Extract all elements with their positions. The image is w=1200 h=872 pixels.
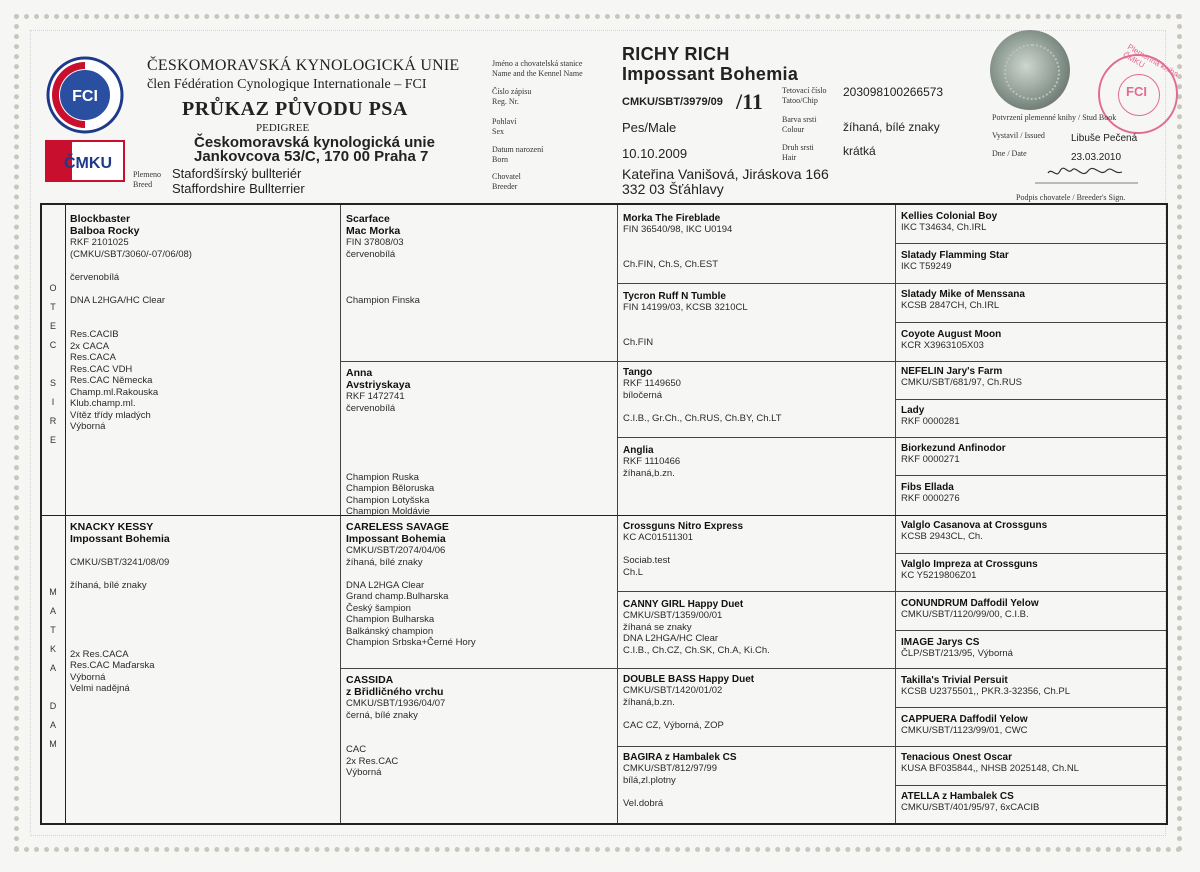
dog-detail: Ch.FIN <box>623 336 654 348</box>
side-letter: S <box>49 378 56 388</box>
dog-detail <box>70 260 335 272</box>
side-letter: R <box>49 416 57 426</box>
side-letter: A <box>49 606 56 616</box>
dog-detail: Vel.dobrá <box>623 797 664 809</box>
dog-detail: FIN 14199/03, KCSB 3210CL <box>623 302 748 313</box>
dog-detail: Výborná <box>70 671 106 683</box>
breeder-label-en: Breeder <box>492 182 518 191</box>
great-great-grandparent-cell <box>901 520 1163 543</box>
great-great-grandparent-cell <box>901 443 1163 466</box>
dog-detail: ČLP/SBT/213/95, Výborná <box>901 648 1013 659</box>
dog-detail <box>70 545 335 557</box>
side-letter: T <box>50 625 56 635</box>
hologram-seal <box>990 30 1070 110</box>
dog-detail: bíločerná <box>623 389 663 401</box>
great-great-grandparent-cell <box>901 791 1163 814</box>
great-grandparent-cell <box>623 521 889 578</box>
dog-detail: Champion Moldávie <box>346 506 430 517</box>
dog-detail: bílá,zl.plotny <box>623 774 676 786</box>
dog-detail: IKC T34634, Ch.IRL <box>901 222 987 233</box>
side-letter: T <box>50 302 56 312</box>
dog-detail: Výborná <box>346 767 382 778</box>
dog-name: Valglo Impreza at Crossguns <box>901 559 1038 570</box>
dog-detail <box>346 272 611 284</box>
dog-detail: žíhaná se znaky <box>623 621 692 633</box>
logo-cmku-text: ČMKU <box>64 155 112 172</box>
pedigree-table <box>40 203 1168 825</box>
stud-book-stamp <box>1098 42 1181 134</box>
breeder-sign-label: Podpis chovatele / Breeder's Sign. <box>1016 193 1126 202</box>
hair-label-cz: Druh srsti <box>782 143 814 152</box>
dog-kennel: Impossant Bohemia <box>622 64 799 84</box>
document-subtitle: PEDIGREE <box>256 122 310 134</box>
great-grandparent-cell <box>623 291 889 348</box>
great-great-grandparent-cell <box>901 598 1163 621</box>
sex-value: Pes/Male <box>622 120 677 135</box>
dog-detail: CMKU/SBT/2074/04/06 <box>346 545 446 556</box>
great-grandparent-cell <box>623 445 889 479</box>
sire-side-letters <box>46 283 60 454</box>
stamp-text: Plemenná kniha ČMKU <box>1121 42 1181 79</box>
dog-name: Tango <box>623 367 653 378</box>
dog-detail: Klub.champ.ml. <box>70 398 136 409</box>
dog-name: Avstriyskaya <box>346 379 411 391</box>
dog-detail <box>623 247 889 259</box>
dog-detail: RKF 0000281 <box>901 416 960 427</box>
dog-detail: CMKU/SBT/1120/99/00, C.I.B. <box>901 609 1029 620</box>
great-grandparent-cell <box>623 213 889 270</box>
dog-detail: Výborná <box>70 421 106 432</box>
dog-name: RICHY RICH <box>622 44 730 64</box>
side-letter <box>46 682 60 701</box>
dog-detail <box>346 460 611 472</box>
side-letter: M <box>49 739 57 749</box>
dog-detail: žíhaná, bílé znaky <box>70 579 147 591</box>
dog-name: Fibs Ellada <box>901 482 954 493</box>
registration-suffix: /11 <box>736 89 763 114</box>
dog-name: ATELLA z Hambalek CS <box>901 791 1014 802</box>
colour-value: žíhaná, bílé znaky <box>843 120 940 134</box>
born-value: 10.10.2009 <box>622 146 688 161</box>
dog-name: Valglo Casanova at Crossguns <box>901 520 1048 531</box>
great-great-grandparent-cell <box>901 211 1163 234</box>
dog-detail: Champion Lotyšska <box>346 494 430 506</box>
dam-cell <box>70 521 335 695</box>
dog-detail <box>623 708 889 720</box>
side-letter: C <box>49 340 57 350</box>
name-label-cz: Jméno a chovatelská stanice <box>492 59 583 68</box>
dog-name: Blockbaster <box>70 213 131 225</box>
reg-label-cz: Číslo zápisu <box>492 87 532 96</box>
great-great-grandparent-cell <box>901 675 1163 698</box>
dog-detail <box>70 614 335 626</box>
dog-detail: CAC <box>346 744 367 755</box>
great-grandparent-cell <box>623 367 889 424</box>
grandparent-cell <box>346 213 611 306</box>
grandparent-cell <box>346 674 611 779</box>
dog-name: KNACKY KESSY <box>70 521 154 533</box>
dog-detail: RKF 1149650 <box>623 378 681 389</box>
dog-name: Slatady Mike of Menssana <box>901 289 1025 300</box>
grandparent-cell <box>346 521 611 649</box>
dog-name: CASSIDA <box>346 674 394 686</box>
dog-detail: IKC T59249 <box>901 261 952 272</box>
breed-cz: Stafordšírský bullteriér <box>172 166 302 181</box>
dog-detail <box>346 283 611 295</box>
dog-detail: CMKU/SBT/1123/99/01, CWC <box>901 725 1028 736</box>
side-letter: E <box>49 435 56 445</box>
issued-label: Vystavil / Issued <box>992 131 1045 140</box>
sex-label-cz: Pohlaví <box>492 117 517 126</box>
dog-detail: žíhaná, bílé znaky <box>346 556 423 568</box>
colour-label-cz: Barva srsti <box>782 115 817 124</box>
chip-value: 203098100266573 <box>843 85 944 99</box>
dog-detail: žíhaná,b.zn. <box>623 467 675 479</box>
sex-label-en: Sex <box>492 127 504 136</box>
dog-detail: KCSB 2943CL, Ch. <box>901 531 983 542</box>
dog-name: Coyote August Moon <box>901 329 1002 340</box>
dog-name: Slatady Flamming Star <box>901 250 1009 261</box>
dog-detail <box>623 236 889 248</box>
great-great-grandparent-cell <box>901 752 1163 775</box>
born-label-cz: Datum narození <box>492 145 544 154</box>
document-title: PRŮKAZ PŮVODU PSA <box>182 98 408 120</box>
great-great-grandparent-cell <box>901 405 1163 428</box>
logo-fci-text: FCI <box>72 88 98 105</box>
born-label-en: Born <box>492 155 508 164</box>
dog-detail <box>346 260 611 272</box>
dog-detail <box>346 449 611 461</box>
dog-detail: Ch.FIN, Ch.S, Ch.EST <box>623 258 719 270</box>
great-grandparent-cell <box>623 752 889 809</box>
dog-detail: (CMKU/SBT/3060/-07/06/08) <box>70 248 192 260</box>
dog-name: Impossant Bohemia <box>346 533 446 545</box>
dog-detail: RKF 2101025 <box>70 237 129 248</box>
dog-name: DOUBLE BASS Happy Duet <box>623 674 755 685</box>
dog-name: Mac Morka <box>346 225 401 237</box>
dog-name: Anna <box>346 367 373 379</box>
dog-detail: Balkánský champion <box>346 625 434 637</box>
great-great-grandparent-cell <box>901 366 1163 389</box>
great-great-grandparent-cell <box>901 637 1163 660</box>
dog-name: CARELESS SAVAGE <box>346 521 449 533</box>
great-grandparent-cell <box>623 599 889 656</box>
dog-detail: Vítěz třídy mladých <box>70 409 151 421</box>
dog-detail <box>346 414 611 426</box>
dog-detail: Český šampion <box>346 602 411 614</box>
dog-detail <box>623 786 889 798</box>
dog-detail <box>623 325 889 337</box>
breeder-signature <box>990 165 1140 190</box>
dog-detail: DNA L2HGA/HC Clear <box>623 633 719 644</box>
hair-value: krátká <box>843 144 876 158</box>
dog-name: Balboa Rocky <box>70 225 140 237</box>
dog-detail <box>346 721 611 733</box>
dog-detail: KUSA BF035844,, NHSB 2025148, Ch.NL <box>901 763 1079 774</box>
side-letter: A <box>49 720 56 730</box>
dog-detail: RKF 0000271 <box>901 454 960 465</box>
dog-detail: CMKU/SBT/1420/01/02 <box>623 685 723 696</box>
hair-label-en: Hair <box>782 153 797 162</box>
dog-name: IMAGE Jarys CS <box>901 637 980 648</box>
dog-detail: Res.CAC Německa <box>70 375 153 386</box>
grandparent-cell <box>346 367 611 518</box>
issued-by: Libuše Pečená <box>1071 133 1138 144</box>
dog-name: Crossguns Nitro Express <box>623 521 744 532</box>
dog-detail: CMKU/SBT/812/97/99 <box>623 763 717 774</box>
side-letter: A <box>49 663 56 673</box>
dog-name: CANNY GIRL Happy Duet <box>623 599 744 610</box>
dog-detail: KC Y5219806Z01 <box>901 570 977 581</box>
dog-detail: KCSB 2847CH, Ch.IRL <box>901 300 1000 311</box>
stud-book-label: Potvrzení plemenné knihy / Stud Book <box>992 113 1117 122</box>
dog-detail <box>70 306 335 318</box>
dog-name: NEFELIN Jary's Farm <box>901 366 1003 377</box>
dog-detail: žíhaná,b.zn. <box>623 696 675 708</box>
dog-detail: Res.CAC Maďarska <box>70 660 155 671</box>
dog-detail: černá, bílé znaky <box>346 709 418 721</box>
dog-name: CONUNDRUM Daffodil Yelow <box>901 598 1039 609</box>
great-great-grandparent-cell <box>901 482 1163 505</box>
great-grandparent-cell <box>623 674 889 731</box>
dog-detail <box>623 544 889 556</box>
sire-cell <box>70 213 335 433</box>
dog-name: Lady <box>901 405 925 416</box>
registration-number: CMKU/SBT/3979/09 <box>622 96 723 108</box>
dog-detail <box>346 437 611 449</box>
colour-label-en: Colour <box>782 125 805 134</box>
dog-detail: 2x Res.CACA <box>70 648 129 660</box>
dog-detail: Champion Běloruska <box>346 483 435 494</box>
great-great-grandparent-cell <box>901 329 1163 352</box>
dog-detail: KC AC01511301 <box>623 532 694 543</box>
breed-label-en: Breed <box>133 180 153 189</box>
address-line-1: Českomoravská kynologická unie <box>194 134 435 151</box>
side-letter: E <box>49 321 56 331</box>
side-letter: K <box>49 644 56 654</box>
dog-detail <box>346 568 611 580</box>
dog-name: Impossant Bohemia <box>70 533 170 545</box>
dog-detail: CMKU/SBT/1936/04/07 <box>346 698 446 709</box>
dog-name: Scarface <box>346 213 390 225</box>
address-line-2: Jankovcova 53/C, 170 00 Praha 7 <box>194 148 429 165</box>
chip-label-cz: Tetovací číslo <box>782 86 827 95</box>
side-letter: D <box>49 701 57 711</box>
dog-detail <box>623 314 889 326</box>
dog-detail: Champion Finska <box>346 294 420 306</box>
dog-detail: RKF 0000276 <box>901 493 960 504</box>
dog-detail: Ch.L <box>623 566 644 578</box>
dog-detail <box>346 733 611 745</box>
great-great-grandparent-cell <box>901 714 1163 737</box>
breeder-line-2: 332 03 Šťáhlavy <box>622 181 724 197</box>
dog-name: Takilla's Trivial Persuit <box>901 675 1008 686</box>
dog-detail: DNA L2HGA Clear <box>346 579 425 591</box>
side-letter: O <box>49 283 57 293</box>
date-label: Dne / Date <box>992 149 1027 158</box>
issue-date: 23.03.2010 <box>1071 152 1122 163</box>
dog-detail: Champ.ml.Rakouska <box>70 386 159 398</box>
breed-label-cz: Plemeno <box>133 170 161 179</box>
dog-detail: červenobílá <box>346 248 396 260</box>
side-letter: M <box>49 587 57 597</box>
dog-detail: CMKU/SBT/401/95/97, 6xCACIB <box>901 802 1040 813</box>
dog-detail: DNA L2HGA/HC Clear <box>70 294 166 306</box>
dog-detail <box>70 318 335 330</box>
dog-name: Biorkezund Anfinodor <box>901 443 1006 454</box>
dog-detail: FIN 37808/03 <box>346 237 404 248</box>
dog-detail: Res.CACIB <box>70 329 119 340</box>
dog-name: z Břidličného vrchu <box>346 686 444 698</box>
dog-detail: Champion Ruska <box>346 471 419 483</box>
dog-detail <box>70 568 335 580</box>
dog-detail: Sociab.test <box>623 555 670 566</box>
dog-name: CAPPUERA Daffodil Yelow <box>901 714 1028 725</box>
dog-detail <box>623 401 889 413</box>
great-great-grandparent-cell <box>901 250 1163 273</box>
side-letter <box>46 359 60 378</box>
dog-detail <box>346 426 611 438</box>
dog-detail <box>70 626 335 638</box>
dog-detail: KCR X3963105X03 <box>901 340 984 351</box>
dog-detail <box>70 603 335 615</box>
great-great-grandparent-cell <box>901 289 1163 312</box>
dog-detail: CAC CZ, Výborná, ZOP <box>623 719 724 731</box>
dog-name: Kellies Colonial Boy <box>901 211 998 222</box>
breed-en: Staffordshire Bullterrier <box>172 181 305 196</box>
dog-detail: CMKU/SBT/1359/00/01 <box>623 610 723 621</box>
name-label-en: Name and the Kennel Name <box>492 69 583 78</box>
dog-detail <box>70 637 335 649</box>
dog-name: Tycron Ruff N Tumble <box>623 291 726 302</box>
dog-detail: FIN 36540/98, IKC U0194 <box>623 224 733 235</box>
dog-detail: červenobílá <box>346 402 396 414</box>
dog-detail: CMKU/SBT/681/97, Ch.RUS <box>901 377 1022 388</box>
fci-cmku-logo <box>40 55 130 185</box>
dog-name: Anglia <box>623 445 654 456</box>
dog-detail: KCSB U2375501,, PKR.3-32356, Ch.PL <box>901 686 1070 697</box>
dog-detail: Champion Bulharska <box>346 614 435 625</box>
breeder-label-cz: Chovatel <box>492 172 521 181</box>
dog-detail: C.I.B., Ch.CZ, Ch.SK, Ch.A, Ki.Ch. <box>623 644 770 656</box>
breeder-line-1: Kateřina Vanišová, Jiráskova 166 <box>622 166 829 182</box>
dog-name: Tenacious Onest Oscar <box>901 752 1012 763</box>
dog-detail <box>70 283 335 295</box>
dog-detail: CMKU/SBT/3241/08/09 <box>70 556 170 568</box>
dog-name: Morka The Fireblade <box>623 213 721 224</box>
chip-label-en: Tatoo/Chip <box>782 96 818 105</box>
dog-detail: Res.CACA <box>70 352 116 363</box>
dog-detail: C.I.B., Gr.Ch., Ch.RUS, Ch.BY, Ch.LT <box>623 412 782 424</box>
dog-detail: červenobílá <box>70 271 120 283</box>
dog-detail: Velmi nadějná <box>70 683 130 694</box>
dog-detail: Grand champ.Bulharska <box>346 591 449 602</box>
dog-detail: Champion Srbska+Černé Hory <box>346 637 476 648</box>
reg-label-en: Reg. Nr. <box>492 97 519 106</box>
great-great-grandparent-cell <box>901 559 1163 582</box>
dam-side-letters <box>46 587 60 758</box>
side-letter: I <box>51 397 55 407</box>
dog-detail <box>70 591 335 603</box>
fci-membership: člen Fédération Cynologique Internationale – FCI <box>147 77 427 92</box>
dog-detail: Res.CAC VDH <box>70 363 133 375</box>
dog-detail: 2x CACA <box>70 340 110 352</box>
dog-detail: RKF 1110466 <box>623 456 681 467</box>
dog-name: BAGIRA z Hambalek CS <box>623 752 737 763</box>
dog-detail: 2x Res.CAC <box>346 755 399 767</box>
organization-name: ČESKOMORAVSKÁ KYNOLOGICKÁ UNIE <box>147 57 460 74</box>
dog-detail: RKF 1472741 <box>346 391 405 402</box>
stamp-center: FCI <box>1126 84 1147 99</box>
